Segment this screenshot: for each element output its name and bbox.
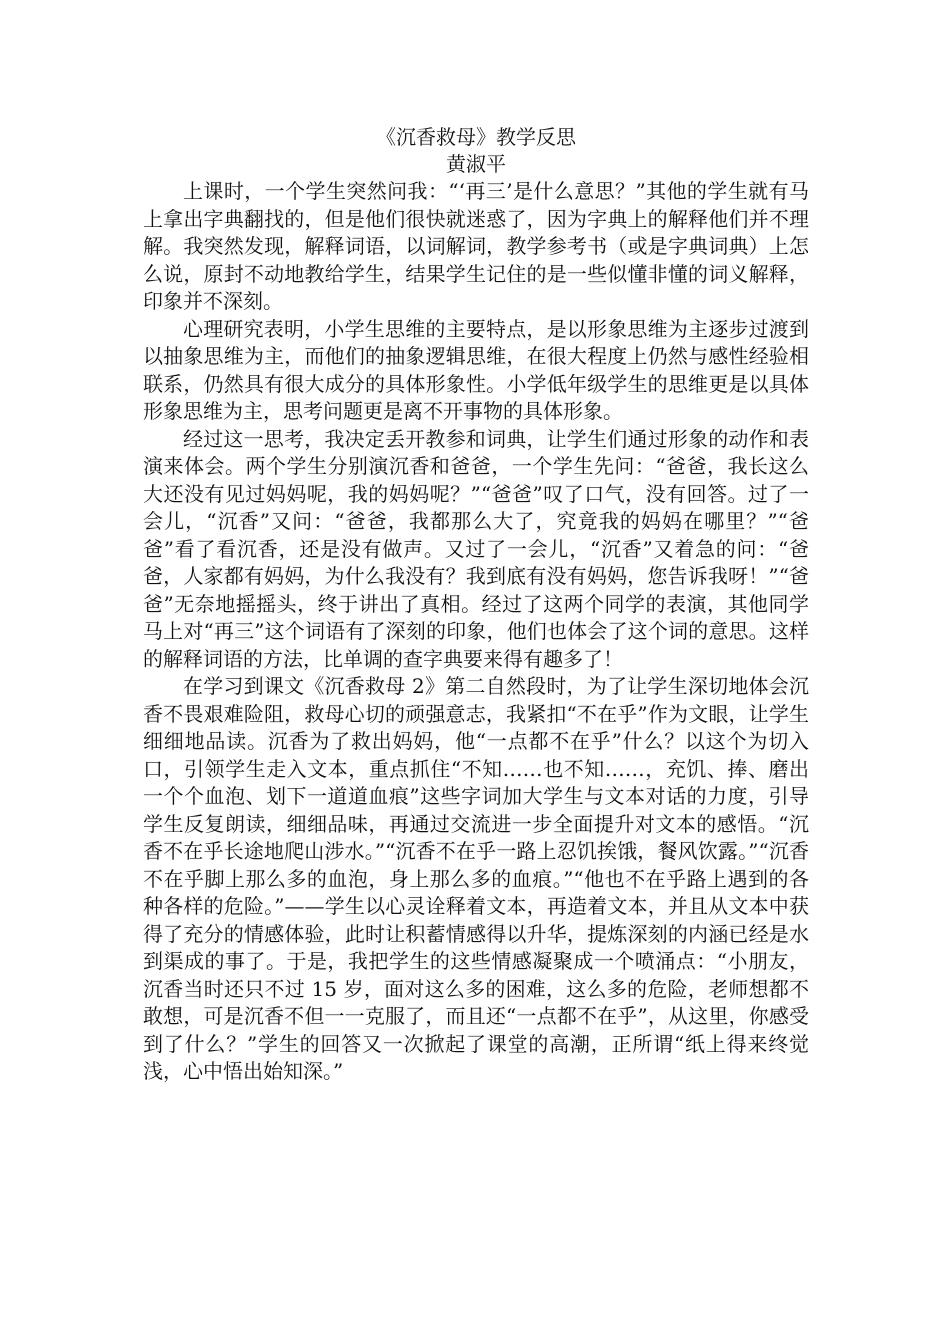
- document-title: 《沉香救母》教学反思: [376, 125, 576, 149]
- document-author: 黄淑平: [446, 152, 506, 176]
- paragraph-2: 心理研究表明，小学生思维的主要特点，是以形象思维为主逐步过渡到以抽象思维为主，而他们的抽象逻辑思维，在很大程度上仍然与感性经验相联系，仍然具有很大成分的具体形象性。小学低年级学生的思维更是以具体形象思维为主，思考问题更是离不开事物的具体形象。: [143, 316, 809, 423]
- paragraph-1: 上课时，一个学生突然问我：“‘再三’是什么意思？”其他的学生就有马上拿出字典翻找的，但是他们很快就迷惑了，因为字典上的解释他们并不理解。我突然发现，解释词语，以词解词，教学参考书（或是字典词典）上怎么说，原封不动地教给学生，结果学生记住的是一些似懂非懂的词义解释，印象并不深刻。: [143, 179, 809, 313]
- paragraph-3: 经过这一思考，我决定丢开教参和词典，让学生们通过形象的动作和表演来体会。两个学生分别演沉香和爸爸，一个学生先问：“爸爸，我长这么大还没有见过妈妈呢，我的妈妈呢？”“爸爸”叹了口气，没有回答。过了一会儿，“沉香”又问：“爸爸，我都那么大了，究竟我的妈妈在哪里？”“爸爸”看了看沉香，还是没有做声。又过了一会儿，“沉香”又着急的问：“爸爸，人家都有妈妈，为什么我没有？我到底有没有妈妈，您告诉我呀！”“爸爸”无奈地摇摇头，终于讲出了真相。经过了这两个同学的表演，其他同学马上对“再三”这个词语有了深刻的印象，他们也体会了这个词的意思。这样的解释词语的方法，比单调的查字典要来得有趣多了！: [143, 426, 809, 671]
- paragraph-4: 在学习到课文《沉香救母 2》第二自然段时，为了让学生深切地体会沉香不畏艰难险阻，救母心切的顽强意志，我紧扣“不在乎”作为文眼，让学生细细地品读。沉香为了救出妈妈，他“一点都不在乎”什么？以这个为切入口，引领学生走入文本，重点抓住“不知……也不知……，充饥、捧、磨出一个个血泡、划下一道道血痕”这些字词加大学生与文本对话的力度，引导学生反复朗读，细细品味，再通过交流进一步全面提升对文本的感悟。“沉香不在乎长途地爬山涉水。”“沉香不在乎一路上忍饥挨饿，餐风饮露。”“沉香不在乎脚上那么多的血泡，身上那么多的血痕。”“他也不在乎路上遇到的各种各样的危险。”——学生以心灵诠释着文本，再造着文本，并且从文本中获得了充分的情感体验，此时让积蓄情感得以升华，提炼深刻的内涵已经是水到渠成的事了。于是，我把学生的这些情感凝聚成一个喷涌点：“小朋友，沉香当时还只不过 15 岁，面对这么多的困难，这么多的危险，老师想都不敢想，可是沉香不但一一克服了，而且还“一点都不在乎”，从这里，你感受到了什么？”学生的回答又一次掀起了课堂的高潮，正所谓“纸上得来终觉浅，心中悟出始知深。”: [143, 674, 809, 1083]
- document-body: [143, 124, 809, 1086]
